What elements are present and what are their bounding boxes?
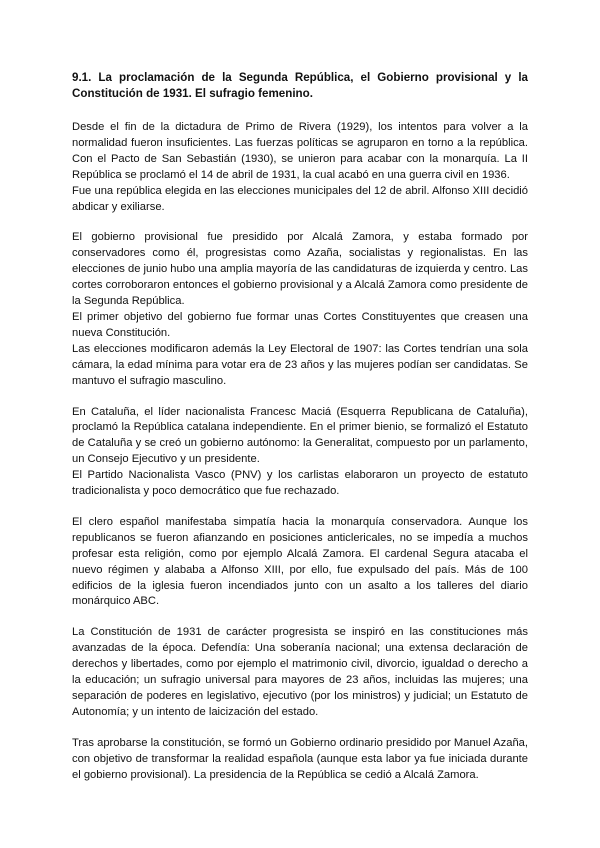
paragraph-line: Desde el fin de la dictadura de Primo de Rivera (1929), los intentos para volver a la normalidad fueron insuficientes. Las fuerzas políticas se agruparon en torno a la república. Con el Pacto de San Sebastián (1930), se unieron para acabar con la monarquía. La II República se proclamó el 14 de abril de 1931, la cual acabó en una guerra civil en 1936. [72, 121, 528, 181]
paragraph-line: En Cataluña, el líder nacionalista Francesc Maciá (Esquerra Republicana de Cataluña), proclamó la República catalana independiente. En el primer bienio, se formalizó el Estatuto de Cataluña y se creó un gobierno autónomo: la Generalitat, compuesto por un parlamento, un Consejo Ejecutivo y un presidente. [72, 405, 528, 466]
paragraph-line: El clero español manifestaba simpatía hacia la monarquía conservadora. Aunque los republicanos se fueron afianzando en posiciones anticlericales, no se impedía a muchos profesar esta religión, como por ejemplo Alcalá Zamora. El cardenal Segura atacaba el nuevo régimen y alababa a Alfonso XIII, por ello, fue expulsado del país. Más de 100 edificios de la iglesia fueron incendiados junto con un asalto a los talleres del diario monárquico ABC. [72, 515, 528, 608]
paragraph-dictadura-fin [72, 120, 528, 215]
paragraph-line: El gobierno provisional fue presidido por Alcalá Zamora, y estaba formado por conservadores como él, progresistas como Azaña, socialistas y regionalistas. En las elecciones de junio hubo una amplia mayoría de las candidaturas de izquierda y centro. Las cortes corroboraron entonces el gobierno provisional y a Alcalá Zamora como presidente de la Segunda República. [72, 231, 528, 308]
paragraph-clero [72, 515, 528, 610]
paragraph-line: El Partido Nacionalista Vasco (PNV) y los carlistas elaboraron un proyecto de estatuto tradicionalista y poco democrático que fue rechazado. [72, 469, 528, 498]
paragraph-line: Fue una república elegida en las elecciones municipales del 12 de abril. Alfonso XIII decidió abdicar y exiliarse. [72, 184, 528, 213]
paragraph-gobierno-provisional [72, 230, 528, 389]
paragraph-line: Las elecciones modificaron además la Ley Electoral de 1907: las Cortes tendrían una sola cámara, la edad mínima para votar era de 23 años y las mujeres podían ser candidatas. Se mantuvo el sufragio masculino. [72, 342, 528, 387]
paragraph-line: La Constitución de 1931 de carácter progresista se inspiró en las constituciones más avanzadas de la época. Defendía: Una soberanía nacional; una extensa declaración de derechos y libertades, como por ejemplo el matrimonio civil, divorcio, igualdad o derecho a la educación; un sufragio universal para mayores de 23 años, incluidas las mujeres; una separación de poderes en legislativo, ejecutivo (por los ministros) y judicial; un Estatuto de Autonomía; y un intento de laicización del estado. [72, 626, 528, 718]
paragraph-line: Tras aprobarse la constitución, se formó un Gobierno ordinario presidido por Manuel Azaña, con objetivo de transformar la realidad española (aunque esta labor ya fue iniciada durante el gobierno provisional). La presidencia de la República se cedió a Alcalá Zamora. [72, 736, 528, 781]
paragraph-constitucion-1931 [72, 625, 528, 720]
paragraph-gobierno-ordinario [72, 736, 528, 784]
document-title: 9.1. La proclamación de la Segunda República, el Gobierno provisional y la Constitución de 1931. El sufragio femenino. [72, 71, 528, 100]
paragraph-line: El primer objetivo del gobierno fue formar unas Cortes Constituyentes que creasen una nueva Constitución. [72, 310, 528, 339]
paragraph-cataluna [72, 405, 528, 500]
